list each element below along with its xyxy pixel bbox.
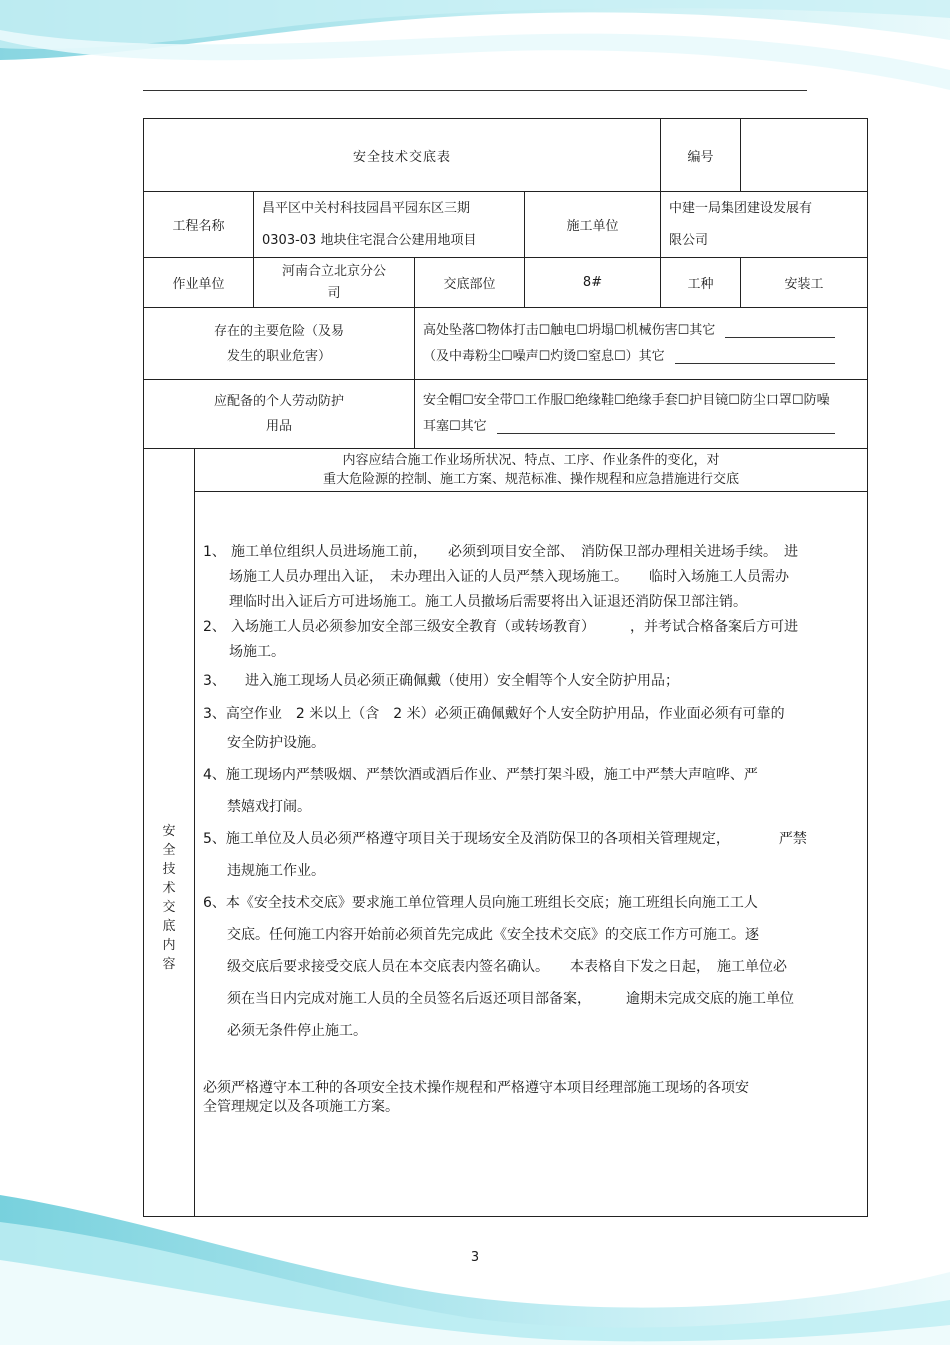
work-unit-cell — [254, 258, 415, 308]
section-label: 安全技术交底内容 — [162, 823, 176, 972]
hazards-label-line2: 发生的职业危害） — [226, 348, 331, 364]
closing-line2: 全管理规定以及各项施工方案。 — [203, 1099, 399, 1115]
work-unit-line1: 河南合立北京分公 — [281, 263, 386, 279]
ppe-blank-line — [497, 432, 835, 434]
location-value: 8# — [525, 258, 661, 308]
item-6-line2: 交底。任何施工内容开始前必须首先完成此《安全技术交底》的交底工作方可施工。逐 — [227, 927, 759, 943]
hazards-cell — [415, 308, 868, 380]
item-1-line2: 场施工人员办理出入证， 未办理出入证的人员严禁入现场施工。 临时入场施工人员需办 — [229, 569, 789, 585]
item-3b-line1: 3、高空作业 2 米以上（含 2 米）必须正确佩戴好个人安全防护用品，作业面必须有可靠的 — [203, 706, 785, 722]
trade-label: 工种 — [661, 258, 741, 308]
contractor-cell — [661, 192, 868, 258]
ppe-label-line2: 用品 — [265, 419, 292, 434]
project-name-line2: 0303-03 地块住宅混合公建用地项目 — [262, 232, 477, 248]
location-label: 交底部位 — [415, 258, 525, 308]
hazards-label-line1: 存在的主要危险（及易 — [213, 323, 344, 339]
item-1-line1: 施工单位组织人员进场施工前， 必须到项目安全部、 消防保卫部办理相关进场手续。 进 — [231, 544, 798, 560]
intro-note — [195, 449, 867, 492]
briefing-items — [195, 492, 867, 1117]
header-rule — [143, 90, 807, 91]
item-3-number: 3、 — [203, 673, 226, 689]
item-3 — [203, 669, 857, 694]
contractor-line1: 中建一局集团建设发展有 — [669, 200, 813, 216]
item-3b-line2: 安全防护设施。 — [227, 735, 325, 751]
closing-statement — [203, 1079, 857, 1117]
contractor-label: 施工单位 — [525, 192, 661, 258]
form-title: 安全技术交底表 — [144, 119, 661, 192]
trade-value: 安装工 — [741, 258, 868, 308]
hazards-label — [144, 308, 415, 380]
item-6-line5: 必须无条件停止施工。 — [227, 1023, 367, 1039]
ppe-label — [144, 380, 415, 449]
intro-line1: 内容应结合施工作业场所状况、特点、工序、作业条件的变化，对 — [342, 453, 720, 468]
item-6-line3: 级交底后要求接受交底人员在本交底表内签名确认。 本表格自下发之日起， 施工单位必 — [227, 959, 787, 975]
item-1 — [203, 540, 857, 565]
ppe-label-line1: 应配备的个人劳动防护 — [213, 394, 344, 409]
contractor-line2: 限公司 — [669, 232, 709, 248]
item-1-line3: 理临时出入证后方可进场施工。施工人员撤场后需要将出入证退还消防保卫部注销。 — [229, 594, 747, 610]
item-5-line2: 违规施工作业。 — [227, 863, 325, 879]
hazards-line2: （及中毒粉尘☐噪声☐灼烫☐窒息☐）其它 — [423, 348, 665, 364]
section-label-cell — [144, 449, 195, 1217]
work-unit-line2: 司 — [327, 285, 341, 301]
project-name-line1: 昌平区中关村科技园昌平园东区三期 — [262, 200, 471, 216]
ppe-cell — [415, 380, 868, 449]
item-5-line1: 5、施工单位及人员必须严格遵守项目关于现场安全及消防保卫的各项相关管理规定， 严禁 — [203, 831, 807, 847]
project-name-label: 工程名称 — [144, 192, 254, 258]
item-2-line1: 入场施工人员必须参加安全部三级安全教育（或转场教育） ，并考试合格备案后方可进 — [231, 619, 798, 635]
ppe-line2: 耳塞☐其它 — [423, 419, 487, 434]
work-unit-label: 作业单位 — [144, 258, 254, 308]
ppe-line1: 安全帽☐安全带☐工作服☐绝缘鞋☐绝缘手套☐护目镜☐防尘口罩☐防噪 — [423, 393, 830, 408]
content-cell — [195, 449, 868, 1217]
item-2-line2: 场施工。 — [229, 644, 285, 660]
item-6-line4: 须在当日内完成对施工人员的全员签名后返还项目部备案， 逾期未完成交底的施工单位 — [227, 991, 794, 1007]
hazards-line1: 高处坠落☐物体打击☐触电☐坍塌☐机械伤害☐其它 — [423, 322, 716, 338]
safety-briefing-form — [143, 118, 867, 1218]
item-2 — [203, 615, 857, 640]
hazards-blank-line2 — [675, 362, 835, 364]
hazards-blank-line1 — [725, 336, 835, 338]
number-value — [741, 119, 868, 192]
page-number: 3 — [470, 1250, 480, 1265]
item-2-number: 2、 — [203, 619, 226, 635]
item-1-number: 1、 — [203, 544, 226, 560]
item-4-line2: 禁嬉戏打闹。 — [227, 799, 311, 815]
form-table — [143, 118, 868, 1217]
item-4-line1: 4、施工现场内严禁吸烟、严禁饮酒或酒后作业、严禁打架斗殴，施工中严禁大声喧哗、严 — [203, 767, 758, 783]
item-3-line1: 进入施工现场人员必须正确佩戴（使用）安全帽等个人安全防护用品； — [231, 673, 679, 689]
number-label: 编号 — [661, 119, 741, 192]
intro-line2: 重大危险源的控制、施工方案、规范标准、操作规程和应急措施进行交底 — [323, 472, 740, 487]
item-6-line1: 6、本《安全技术交底》要求施工单位管理人员向施工班组长交底；施工班组长向施工工人 — [203, 895, 758, 911]
project-name-cell — [254, 192, 525, 258]
closing-line1: 必须严格遵守本工种的各项安全技术操作规程和严格遵守本项目经理部施工现场的各项安 — [203, 1080, 749, 1096]
